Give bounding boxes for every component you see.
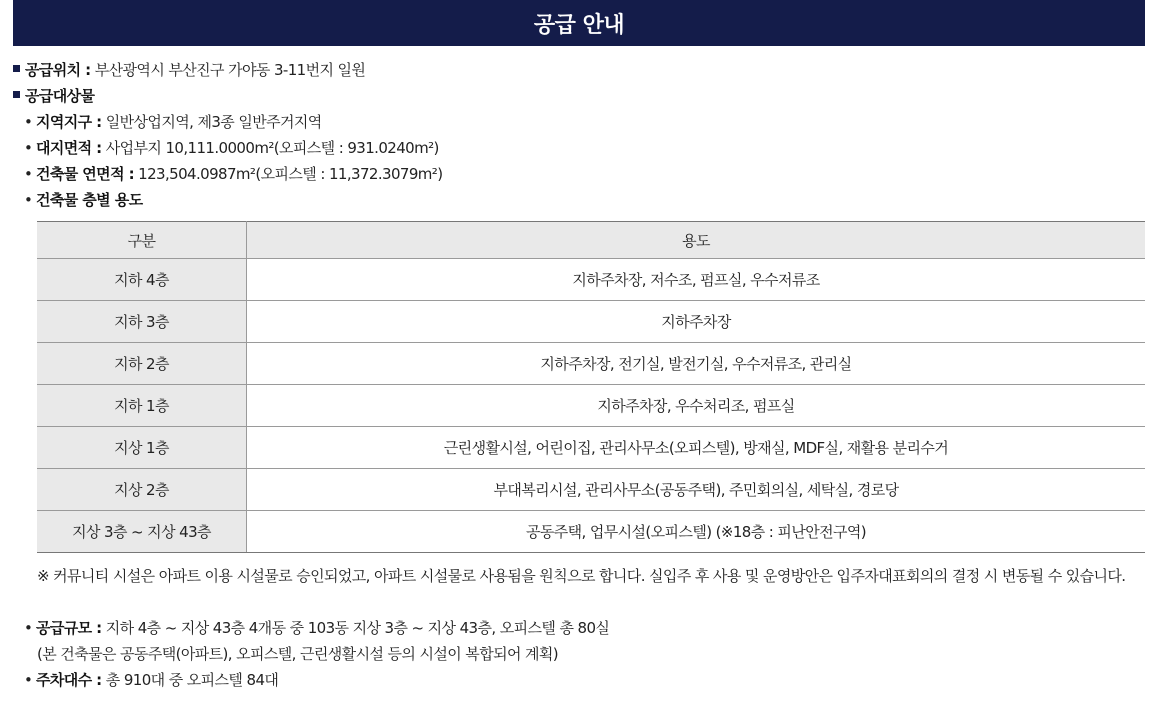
dot-bullet-icon: •	[24, 113, 33, 131]
floor-use-line	[24, 190, 142, 210]
use-cell: 근린생활시설, 어린이집, 관리사무소(오피스텔), 방재실, MDF실, 재활용 분리수거	[247, 427, 1146, 469]
square-bullet-icon	[13, 65, 20, 72]
table-row	[37, 343, 1145, 385]
zone-line	[24, 112, 322, 132]
floor-cell: 지하 4층	[37, 259, 247, 301]
dot-bullet-icon: •	[24, 165, 33, 183]
use-cell: 지하주차장, 전기실, 발전기실, 우수저류조, 관리실	[247, 343, 1146, 385]
floor-cell: 지상 2층	[37, 469, 247, 511]
floor-area-value: 123,504.0987m²(오피스텔 : 11,372.3079m²)	[133, 165, 443, 183]
floor-use-label: 건축물 층별 용도	[36, 191, 143, 209]
table-header-row	[37, 222, 1145, 259]
floor-cell: 지상 1층	[37, 427, 247, 469]
table-row	[37, 469, 1145, 511]
zone-value: 일반상업지역, 제3종 일반주거지역	[101, 113, 322, 131]
scale-label: 공급규모 :	[36, 619, 102, 637]
column-header: 구분	[37, 222, 247, 259]
location-label: 공급위치 :	[25, 61, 91, 79]
table-row	[37, 511, 1145, 553]
site-area-line	[24, 138, 439, 158]
floor-area-line	[24, 164, 442, 184]
community-note-text: ※ 커뮤니티 시설은 아파트 이용 시설물로 승인되었고, 아파트 시설물로 사용됨을 원칙으로 합니다. 실입주 후 사용 및 운영방안은 입주자대표회의의 결정 시 변동될 수 있습니다.	[37, 567, 1126, 585]
use-cell: 공동주택, 업무시설(오피스텔) (※18층 : 피난안전구역)	[247, 511, 1146, 553]
use-cell: 부대복리시설, 관리사무소(공동주택), 주민회의실, 세탁실, 경로당	[247, 469, 1146, 511]
use-cell: 지하주차장, 우수처리조, 펌프실	[247, 385, 1146, 427]
table-row	[37, 259, 1145, 301]
floor-cell: 지하 1층	[37, 385, 247, 427]
supply-target	[13, 86, 94, 106]
floor-area-label: 건축물 연면적 :	[36, 165, 134, 183]
page-header	[13, 0, 1145, 46]
use-cell: 지하주차장, 저수조, 펌프실, 우수저류조	[247, 259, 1146, 301]
parking-line	[24, 670, 278, 690]
floor-cell: 지상 3층 ~ 지상 43층	[37, 511, 247, 553]
column-header: 용도	[247, 222, 1146, 259]
site-area-value: 사업부지 10,111.0000m²(오피스텔 : 931.0240m²)	[101, 139, 439, 157]
supply-location	[13, 60, 365, 80]
location-value: 부산광역시 부산진구 가야동 3-11번지 일원	[90, 61, 366, 79]
dot-bullet-icon: •	[24, 139, 33, 157]
scale-value: 지하 4층 ~ 지상 43층 4개동 중 103동 지상 3층 ~ 지상 43층, 오피스텔 총 80실	[101, 619, 610, 637]
supply-scale-line	[24, 618, 609, 638]
parking-label: 주차대수 :	[36, 671, 102, 689]
dot-bullet-icon: •	[24, 619, 33, 637]
table-row	[37, 385, 1145, 427]
zone-label: 지역지구 :	[36, 113, 102, 131]
community-note	[37, 563, 1147, 589]
dot-bullet-icon: •	[24, 191, 33, 209]
table-row	[37, 427, 1145, 469]
target-label: 공급대상물	[25, 87, 95, 105]
scale-note-text: (본 건축물은 공동주택(아파트), 오피스텔, 근린생활시설 등의 시설이 복합되어 계획)	[37, 645, 559, 663]
square-bullet-icon	[13, 91, 20, 98]
table-row	[37, 301, 1145, 343]
floor-cell: 지하 2층	[37, 343, 247, 385]
floor-cell: 지하 3층	[37, 301, 247, 343]
parking-value: 총 910대 중 오피스텔 84대	[101, 671, 279, 689]
use-cell: 지하주차장	[247, 301, 1146, 343]
scale-note	[37, 644, 558, 664]
dot-bullet-icon: •	[24, 671, 33, 689]
page-title: 공급 안내	[533, 12, 625, 38]
site-area-label: 대지면적 :	[36, 139, 102, 157]
floor-use-table	[37, 221, 1145, 553]
